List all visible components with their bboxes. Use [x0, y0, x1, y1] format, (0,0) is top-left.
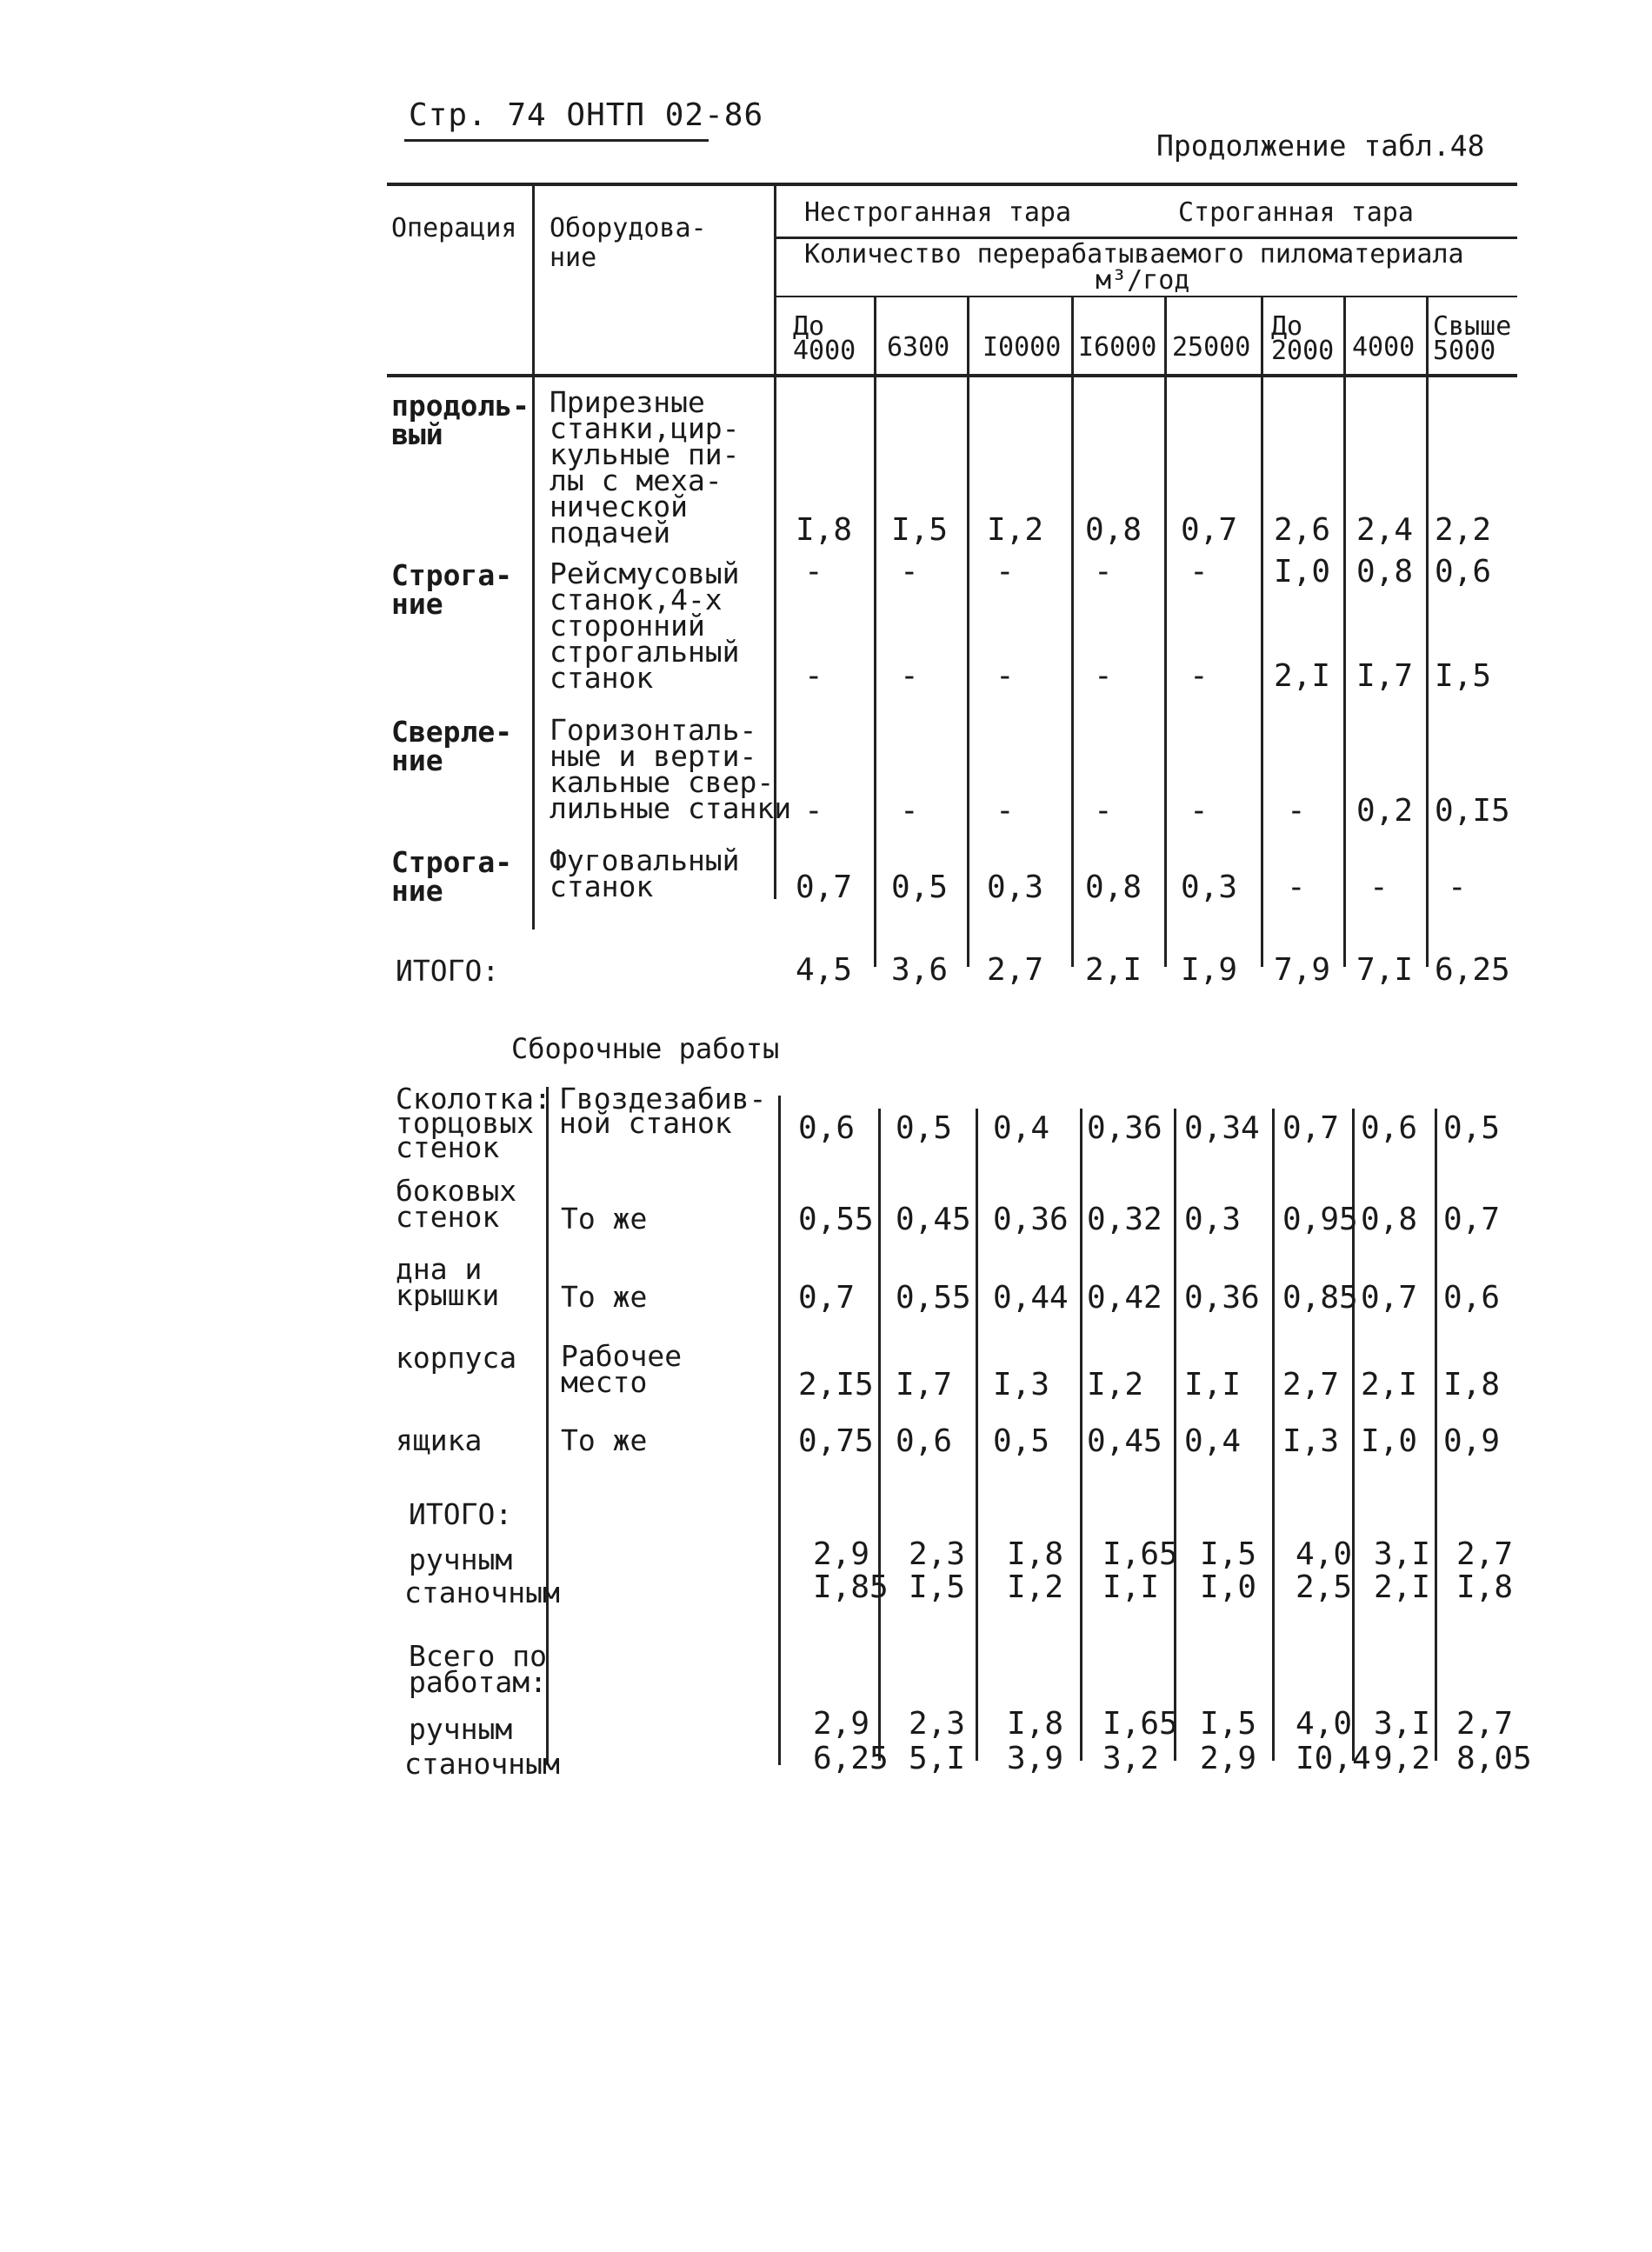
value-r2-c6: 0,2	[1356, 793, 1414, 829]
row-operation-longitudinal: продоль- вый	[391, 389, 530, 451]
value-r3-c2: 0,3	[987, 869, 1044, 905]
value-r2-c0: -	[804, 793, 823, 829]
value-r7-c6: 0,7	[1361, 1280, 1418, 1316]
value-r8-c2: I,3	[993, 1367, 1050, 1403]
row-operation-side-walls: боковых стенок	[396, 1174, 517, 1234]
row-equipment-planing: Рейсмусовый станок,4-х сторонний строгальный станок	[550, 556, 740, 695]
value-r3-c1: 0,5	[891, 869, 949, 905]
value-r4-c3: 2,I	[1085, 952, 1142, 988]
value-r4-c1: 3,6	[891, 952, 949, 988]
value-r1-c5: 2,I	[1274, 658, 1331, 694]
row-equipment-workplace: Рабочее место	[561, 1339, 683, 1399]
value-r1-c3: -	[1094, 658, 1113, 694]
value-r12-c4: I,0	[1200, 1569, 1257, 1605]
value-r7-c1: 0,55	[896, 1280, 971, 1316]
row-equipment-bottom-lid: То же	[561, 1280, 648, 1314]
value-r15-c0: 6,25	[813, 1741, 889, 1776]
value-r7-c4: 0,36	[1184, 1280, 1260, 1316]
row-equipment-longitudinal: Прирезные станки,цир- кульные пи- лы с меха- нической подачей	[550, 385, 740, 550]
value-r11-c1: 2,3	[909, 1536, 966, 1572]
value-r1-c4: -	[1189, 658, 1209, 694]
value-r1-c6: I,7	[1356, 658, 1414, 694]
header-underline	[404, 139, 709, 142]
value-r1a-c5: I,0	[1274, 554, 1331, 590]
value-r7-c7: 0,6	[1443, 1280, 1501, 1316]
row-equipment-drilling: Горизонталь- ные и верти- кальные свер- лильные станки	[550, 713, 792, 825]
value-r2-c4: -	[1189, 793, 1209, 829]
lower-capacity-divider-7	[1435, 1109, 1437, 1761]
value-r5-c4: 0,34	[1184, 1110, 1260, 1146]
value-r0-c0: I,8	[796, 512, 853, 548]
value-r0-c6: 2,4	[1356, 512, 1414, 548]
value-r5-c7: 0,5	[1443, 1110, 1501, 1146]
value-r14-c5: 4,0	[1296, 1706, 1353, 1742]
value-r6-c6: 0,8	[1361, 1202, 1418, 1237]
value-r14-c2: I,8	[1007, 1706, 1064, 1742]
value-r5-c0: 0,6	[798, 1110, 856, 1146]
value-r4-c7: 6,25	[1435, 952, 1510, 988]
value-r0-c5: 2,6	[1274, 512, 1331, 548]
value-r3-c0: 0,7	[796, 869, 853, 905]
lower-capacity-divider-4	[1174, 1109, 1176, 1761]
value-r6-c3: 0,32	[1087, 1202, 1162, 1237]
column-header-operation: Операция	[391, 213, 517, 243]
value-r5-c3: 0,36	[1087, 1110, 1162, 1146]
row-total-all-works: Всего по работам:	[409, 1639, 547, 1699]
value-r8-c1: I,7	[896, 1367, 953, 1403]
value-r12-c0: I,85	[813, 1569, 889, 1605]
value-r1-c2: -	[996, 658, 1015, 694]
value-r6-c7: 0,7	[1443, 1202, 1501, 1237]
value-r8-c4: I,I	[1184, 1367, 1242, 1403]
capacity-divider-7	[1426, 297, 1429, 967]
value-r3-c7: -	[1448, 869, 1467, 905]
group-header-unplaned: Нестроганная тара	[804, 197, 1072, 228]
capacity-header-8: Свыше 5000	[1433, 311, 1512, 366]
value-r5-c1: 0,5	[896, 1110, 953, 1146]
value-r3-c4: 0,3	[1181, 869, 1238, 905]
row-manual: ручным	[409, 1542, 513, 1576]
value-r1-c7: I,5	[1435, 658, 1492, 694]
value-r14-c1: 2,3	[909, 1706, 966, 1742]
row-all-machine: станочным	[404, 1747, 560, 1781]
row-operation-body: корпуса	[396, 1341, 517, 1375]
value-r6-c0: 0,55	[798, 1202, 874, 1237]
value-r8-c7: I,8	[1443, 1367, 1501, 1403]
value-r15-c4: 2,9	[1200, 1741, 1257, 1776]
value-r5-c5: 0,7	[1282, 1110, 1340, 1146]
row-equipment-side-walls: То же	[561, 1202, 648, 1236]
value-r8-c3: I,2	[1087, 1367, 1144, 1403]
value-r5-c6: 0,6	[1361, 1110, 1418, 1146]
group-header-planed: Строганная тара	[1178, 197, 1414, 228]
capacity-header-1: До 4000	[793, 311, 856, 366]
value-r0-c4: 0,7	[1181, 512, 1238, 548]
row-operation-box: ящика	[396, 1423, 483, 1457]
lower-capacity-divider-5	[1272, 1109, 1275, 1761]
row-operation-drilling: Сверле- ние	[391, 715, 513, 777]
value-r14-c6: 3,I	[1374, 1706, 1431, 1742]
value-r9-c7: 0,9	[1443, 1423, 1501, 1459]
lower-values-left-edge	[778, 1096, 781, 1765]
value-r12-c1: I,5	[909, 1569, 966, 1605]
value-r15-c6: 9,2	[1374, 1741, 1431, 1776]
row-total-assembly: ИТОГО:	[409, 1497, 513, 1531]
table-continuation-label: Продолжение табл.48	[1156, 129, 1485, 163]
value-r9-c3: 0,45	[1087, 1423, 1162, 1459]
value-r1a-c1: -	[900, 554, 919, 590]
value-r9-c6: I,0	[1361, 1423, 1418, 1459]
row-equipment-jointing: Фуговальный станок	[550, 843, 740, 903]
value-r1-c0: -	[804, 658, 823, 694]
lower-capacity-divider-1	[878, 1109, 881, 1761]
value-r11-c4: I,5	[1200, 1536, 1257, 1572]
capacity-divider-5	[1261, 297, 1263, 967]
value-r9-c4: 0,4	[1184, 1423, 1242, 1459]
column-header-equipment-line1: Оборудова-	[550, 213, 707, 243]
value-r12-c3: I,I	[1102, 1569, 1160, 1605]
value-r9-c1: 0,6	[896, 1423, 953, 1459]
value-r7-c5: 0,85	[1282, 1280, 1358, 1316]
row-machine: станочным	[404, 1576, 560, 1609]
capacity-header-5: 25000	[1172, 332, 1251, 363]
value-r7-c0: 0,7	[798, 1280, 856, 1316]
value-r15-c2: 3,9	[1007, 1741, 1064, 1776]
value-r0-c7: 2,2	[1435, 512, 1492, 548]
value-r9-c2: 0,5	[993, 1423, 1050, 1459]
quantity-header-rule	[774, 296, 1517, 297]
value-r3-c6: -	[1369, 869, 1389, 905]
column-header-equipment-line2: ние	[550, 243, 597, 273]
row-all-manual: ручным	[409, 1712, 513, 1746]
value-r0-c1: I,5	[891, 512, 949, 548]
value-r6-c4: 0,3	[1184, 1202, 1242, 1237]
lower-capacity-divider-3	[1080, 1109, 1082, 1761]
quantity-header-line2: м³/год	[1096, 265, 1190, 296]
value-r12-c6: 2,I	[1374, 1569, 1431, 1605]
value-r11-c2: I,8	[1007, 1536, 1064, 1572]
value-r14-c7: 2,7	[1456, 1706, 1514, 1742]
value-r8-c5: 2,7	[1282, 1367, 1340, 1403]
capacity-header-2: 6300	[887, 332, 950, 363]
value-r1a-c2: -	[996, 554, 1015, 590]
value-r11-c5: 4,0	[1296, 1536, 1353, 1572]
capacity-divider-4	[1164, 297, 1167, 967]
value-r6-c5: 0,95	[1282, 1202, 1358, 1237]
value-r5-c2: 0,4	[993, 1110, 1050, 1146]
value-r1a-c3: -	[1094, 554, 1113, 590]
capacity-header-7: 4000	[1352, 332, 1416, 363]
value-r1a-c7: 0,6	[1435, 554, 1492, 590]
row-equipment-nailing: Гвоздезабив- ной станок	[559, 1082, 767, 1140]
row-equipment-box: То же	[561, 1423, 648, 1457]
value-r15-c5: I0,4	[1296, 1741, 1371, 1776]
value-r8-c0: 2,I5	[798, 1367, 874, 1403]
row-operation-end-walls: Сколотка: торцовых стенок	[396, 1082, 551, 1164]
value-r4-c0: 4,5	[796, 952, 853, 988]
value-r2-c5: -	[1287, 793, 1306, 829]
value-r9-c0: 0,75	[798, 1423, 874, 1459]
value-r1a-c4: -	[1189, 554, 1209, 590]
row-operation-planing: Строга- ние	[391, 558, 513, 621]
header-bottom-rule	[387, 374, 1517, 377]
value-r14-c0: 2,9	[813, 1706, 870, 1742]
value-r14-c3: I,65	[1102, 1706, 1178, 1742]
value-r4-c2: 2,7	[987, 952, 1044, 988]
value-r8-c6: 2,I	[1361, 1367, 1418, 1403]
value-r6-c1: 0,45	[896, 1202, 971, 1237]
operation-column-divider	[532, 186, 535, 929]
row-total-machining: ИТОГО:	[396, 954, 500, 988]
quantity-header-line1: Количество перерабатываемого пиломатериала	[804, 239, 1464, 270]
value-r14-c4: I,5	[1200, 1706, 1257, 1742]
value-r4-c5: 7,9	[1274, 952, 1331, 988]
value-r11-c3: I,65	[1102, 1536, 1178, 1572]
capacity-header-3: I0000	[983, 332, 1062, 363]
value-r15-c1: 5,I	[909, 1741, 966, 1776]
value-r4-c4: I,9	[1181, 952, 1238, 988]
value-r7-c2: 0,44	[993, 1280, 1069, 1316]
capacity-divider-1	[874, 297, 876, 967]
value-r12-c2: I,2	[1007, 1569, 1064, 1605]
row-operation-jointing: Строга- ние	[391, 845, 513, 908]
value-r11-c7: 2,7	[1456, 1536, 1514, 1572]
value-r11-c6: 3,I	[1374, 1536, 1431, 1572]
value-r3-c3: 0,8	[1085, 869, 1142, 905]
value-r6-c2: 0,36	[993, 1202, 1069, 1237]
section-title-assembly: Сборочные работы	[511, 1032, 780, 1065]
row-operation-bottom-lid: дна и крышки	[396, 1252, 500, 1312]
value-r2-c7: 0,I5	[1435, 793, 1510, 829]
capacity-divider-2	[967, 297, 969, 967]
page-header: Стр. 74 ОНТП 02-86	[409, 97, 764, 133]
value-r15-c7: 8,05	[1456, 1741, 1532, 1776]
value-r1a-c6: 0,8	[1356, 554, 1414, 590]
value-r2-c2: -	[996, 793, 1015, 829]
value-r11-c0: 2,9	[813, 1536, 870, 1572]
value-r0-c3: 0,8	[1085, 512, 1142, 548]
value-r9-c5: I,3	[1282, 1423, 1340, 1459]
capacity-divider-6	[1343, 297, 1346, 967]
value-r7-c3: 0,42	[1087, 1280, 1162, 1316]
value-r3-c5: -	[1287, 869, 1306, 905]
value-r1a-c0: -	[804, 554, 823, 590]
value-r2-c1: -	[900, 793, 919, 829]
value-r12-c7: I,8	[1456, 1569, 1514, 1605]
lower-capacity-divider-2	[976, 1109, 978, 1761]
capacity-divider-3	[1071, 297, 1074, 967]
value-r0-c2: I,2	[987, 512, 1044, 548]
value-r2-c3: -	[1094, 793, 1113, 829]
value-r15-c3: 3,2	[1102, 1741, 1160, 1776]
value-r1-c1: -	[900, 658, 919, 694]
value-r4-c6: 7,I	[1356, 952, 1414, 988]
value-r12-c5: 2,5	[1296, 1569, 1353, 1605]
capacity-header-6: До 2000	[1271, 311, 1335, 366]
capacity-header-4: I6000	[1078, 332, 1157, 363]
table-top-rule	[387, 183, 1517, 186]
